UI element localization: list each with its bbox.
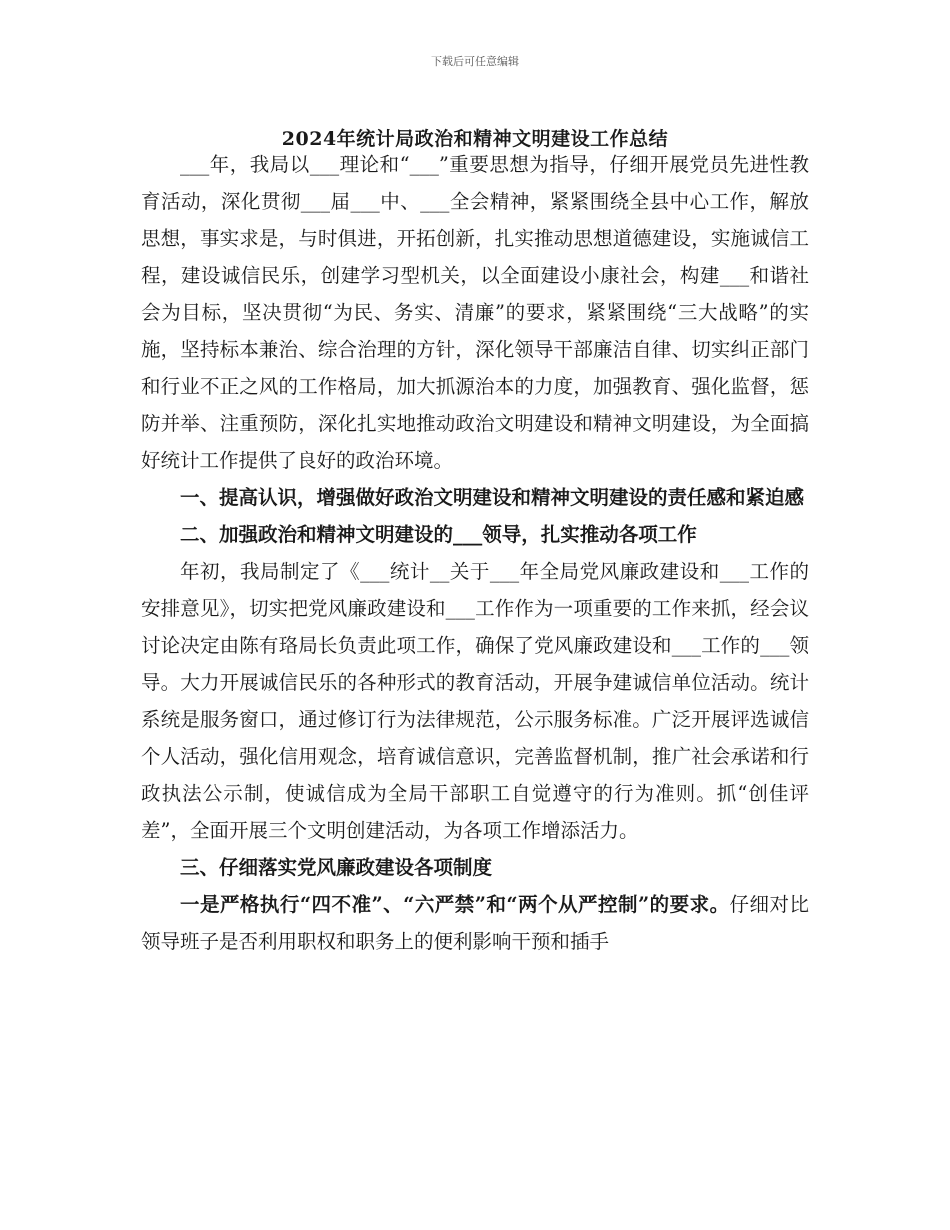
section-2-paragraph: 年初，我局制定了《___统计__关于___年全局党风廉政建设和___工作的安排意见》，切实把党风廉政建设和___工作作为一项重要的工作来抓，经会议讨论决定由陈有珞局长负责此项工作，确保了党风廉政建设和___工作的___领导。大力开展诚信民乐的各种形式的教育活动，开展争建诚信单位活动。统计系统是服务窗口，通过修订行为法律规范，公示服务标准。广泛开展评选诚信个人活动，强化信用观念，培育诚信意识，完善监督机制，推广社会承诺和行政执法公示制，使诚信成为全局干部职工自觉遵守的行为准则。抓“创佳评差”，全面开展三个文明创建活动，为各项工作增添活力。 [141,560,809,842]
section-3-paragraph [141,886,809,960]
section-heading-3: 三、仔细落实党风廉政建设各项制度 [180,856,493,879]
page-header-note: 下载后可任意编辑 [431,55,519,68]
intro-paragraph: ___年，我局以___理论和“___”重要思想为指导，仔细开展党员先进性教育活动，深化贯彻___届___中、___全会精神，紧紧围绕全县中心工作，解放思想，事实求是，与时俱进，开拓创新，扎实推动思想道德建设，实施诚信工程，建设诚信民乐，创建学习型机关，以全面建设小康社会，构建___和谐社会为目标，坚决贯彻“为民、务实、清廉”的要求，紧紧围绕“三大战略”的实施，坚持标本兼治、综合治理的方针，深化领导干部廉洁自律、切实纠正部门和行业不正之风的工作格局，加大抓源治本的力度，加强教育、强化监督，惩防并举、注重预防，深化扎实地推动政治文明建设和精神文明建设，为全面搞好统计工作提供了良好的政治环境。 [141,153,809,472]
section-heading-1: 一、提高认识，增强做好政治文明建设和精神文明建设的责任感和紧迫感 [180,486,805,509]
section-heading-2: 二、加强政治和精神文明建设的___领导，扎实推动各项工作 [180,523,697,546]
section-3-lead-in: 一是严格执行“四不准”、“六严禁”和“两个从严控制”的要求。 [180,893,730,916]
document-body [141,146,809,960]
section-3-text: 仔细对比领导班子是否利用职权和职务上的便利影响干预和插手 [141,893,809,953]
document-title: 2024年统计局政治和精神文明建设工作总结 [281,128,669,150]
